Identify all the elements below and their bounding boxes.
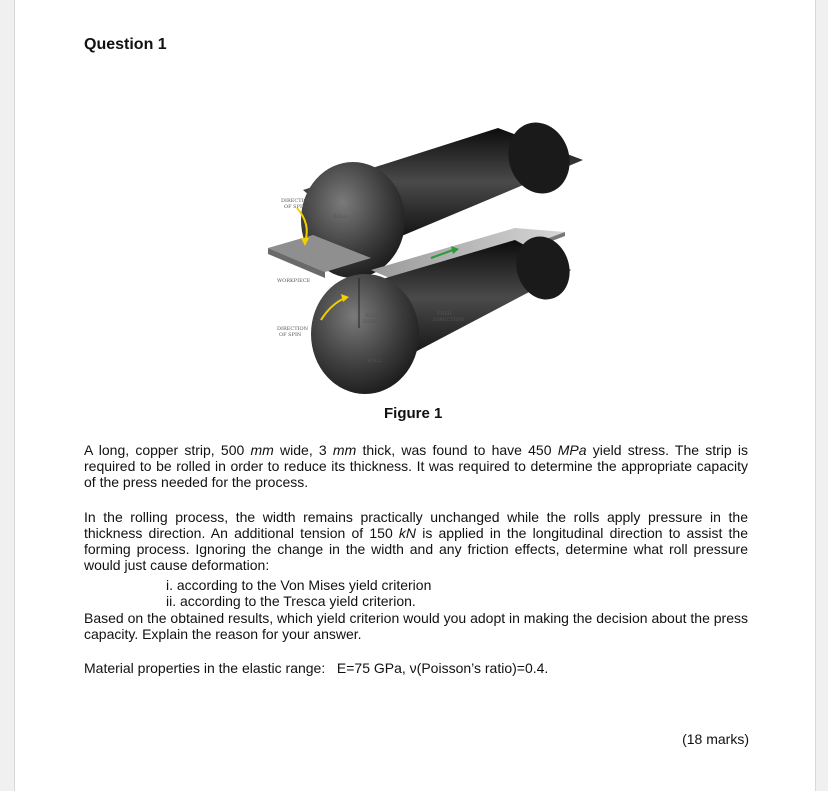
paragraph-criterion-choice: Based on the obtained results, which yield criterion would you adopt in making the decision about the press capacity. Explain the reason for your answer.	[84, 610, 748, 642]
label-direction-spin-top-1: DIRECTION	[281, 198, 313, 204]
question-title: Question 1	[84, 36, 167, 53]
label-feed-direction-2: DIRECTION	[433, 317, 465, 323]
document-page	[14, 0, 816, 791]
marks-label: (18 marks)	[682, 731, 749, 747]
list-item-tresca: ii. according to the Tresca yield criterion.	[166, 593, 416, 609]
label-direction-spin-bottom-1: DIRECTION	[277, 326, 309, 332]
label-roll-bottom: ROLL	[367, 358, 382, 364]
figure-caption: Figure 1	[384, 405, 443, 422]
label-direction-spin-top-2: OF SPIN	[284, 204, 307, 210]
label-workpiece: WORKPIECE	[277, 278, 311, 284]
label-direction-spin-bottom-2: OF SPIN	[279, 332, 302, 338]
paragraph-problem-statement: A long, copper strip, 500 mm wide, 3 mm thick, was found to have 450 MPa yield stress. The strip is required to be rolled in order to reduce its thickness. It was required to determine the appropriate capacity of the press needed for the process.	[84, 442, 749, 490]
material-properties: Material properties in the elastic range: E=75 GPa, ν(Poisson’s ratio)=0.4.	[84, 660, 549, 676]
label-roll-radius-2: RADIUS	[363, 319, 384, 325]
label-roll-top: ROLL	[333, 214, 348, 220]
rolling-process-figure	[253, 120, 583, 400]
paragraph-rolling-process: In the rolling process, the width remains practically unchanged while the rolls apply pressure in the thickness direction. An additional tension of 150 kN is applied in the longitudinal direction to assist the forming process. Ignoring the change in the width and any friction effects, determine what roll pressure would just cause deformation:	[84, 509, 748, 573]
list-item-von-mises: i. according to the Von Mises yield criterion	[166, 577, 432, 593]
label-feed-direction-1: FEED	[437, 311, 452, 317]
label-roll-radius-1: ROLL	[365, 313, 380, 319]
